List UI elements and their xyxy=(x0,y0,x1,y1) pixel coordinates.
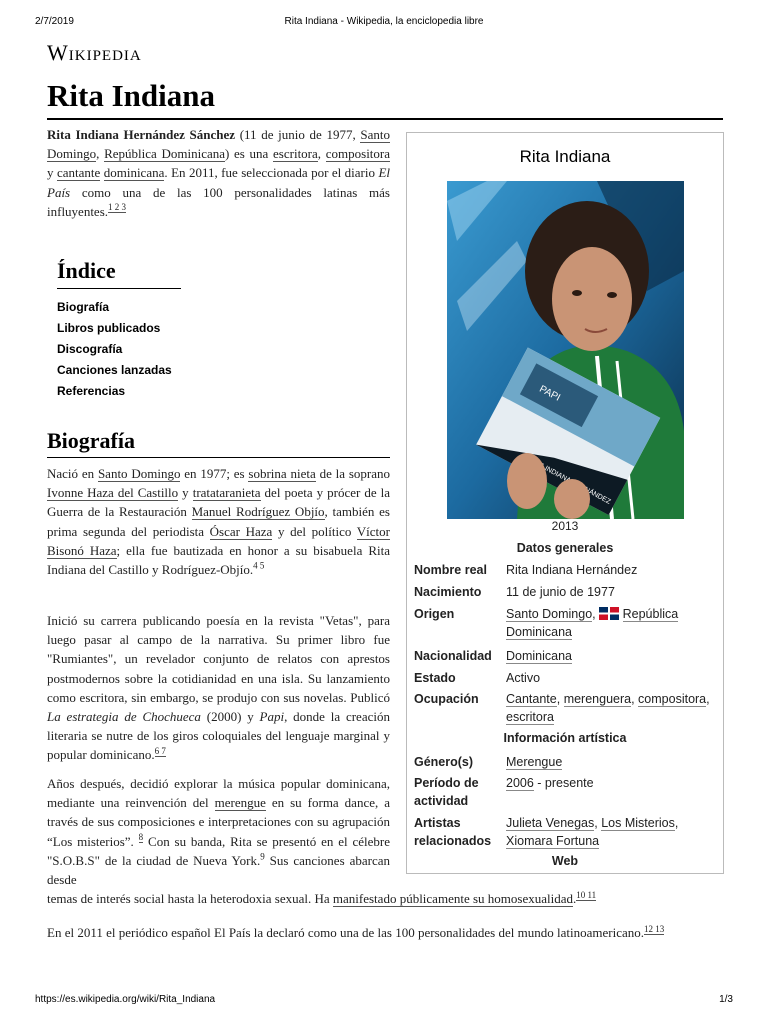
body-text: de la soprano xyxy=(315,466,390,481)
page-title: Rita Indiana xyxy=(47,78,215,113)
toc-item-biografia[interactable]: Biografía xyxy=(57,300,110,314)
book-cover-author: INDIANA HERNÁNDEZ xyxy=(543,465,612,506)
body-text: . xyxy=(572,891,577,906)
label-line: Período de xyxy=(414,776,479,790)
ref-link[interactable]: 1 2 3 xyxy=(108,202,127,213)
label-nacionalidad: Nacionalidad xyxy=(414,649,492,663)
link-victor-bisono[interactable]: Víctor Bisonó Haza xyxy=(47,523,390,558)
lead-text: y xyxy=(47,165,57,181)
section-heading-biografia: Biografía xyxy=(47,428,135,453)
link-compositora[interactable]: compositora xyxy=(325,146,391,162)
value-text: - presente xyxy=(533,776,594,790)
value-origen xyxy=(506,605,716,641)
ref-link[interactable]: 8 xyxy=(138,832,144,843)
value-estado: Activo xyxy=(506,671,541,685)
infobox-section-artistica: Información artística xyxy=(503,731,627,745)
biography-paragraph-3 xyxy=(47,774,390,889)
value-artistas: Julieta Venegas, Los Misterios, Xiomara Fortuna xyxy=(506,816,679,848)
wikipedia-wordmark[interactable]: Wikipedia xyxy=(47,40,142,65)
link-manuel-rodriguez[interactable]: Manuel Rodríguez Objío xyxy=(191,504,325,520)
body-text: y xyxy=(178,485,193,501)
lead-text: , xyxy=(317,146,326,162)
link-cantante[interactable]: cantante xyxy=(56,165,101,181)
value-ocupacion: Cantante, merenguera, compositora, escritora xyxy=(506,692,710,724)
body-text: , también es prima segunda del periodista xyxy=(47,504,390,539)
link-oscar-haza[interactable]: Óscar Haza xyxy=(209,523,273,539)
book-title: La estrategia de Chochueca xyxy=(47,709,201,725)
toc-item-canciones[interactable]: Canciones lanzadas xyxy=(57,363,172,377)
link-homosexualidad[interactable]: manifestado públicamente su homosexualidad xyxy=(332,891,573,906)
link-dominicana[interactable]: Dominicana xyxy=(506,649,573,663)
body-text: del poeta y prócer de la Guerra de la Restauración xyxy=(47,485,390,520)
book-cover-title: PAPI xyxy=(537,383,562,404)
link-julieta-venegas[interactable]: Julieta Venegas xyxy=(506,816,595,830)
link-santo-domingo[interactable]: Santo Domingo xyxy=(506,607,593,621)
lead-text: . En 2011, fue seleccionada por el diario xyxy=(164,165,379,181)
lead-text: , xyxy=(96,146,105,162)
lead-paragraph xyxy=(47,125,390,221)
lead-text: ) es una xyxy=(225,146,274,162)
body-text: , donde la creación literaria se nutre de los giros coloquiales del lenguaje marginal y popular dominicano. xyxy=(47,709,390,763)
body-text: Inició su carrera publicando poesía en la revista "Vetas", para luego pasar al campo de la narrativa. Su primer libro fue "Rumiantes", un revelador conjunto de relatos con aprestos postmodernos sobre la cotidianidad en una isla. Su lanzamiento como escritora, sin embargo, se produjo con sus novelas. Publicó xyxy=(47,613,390,705)
link-escritora[interactable]: escritora xyxy=(273,146,318,162)
lead-text: como una de las 100 personalidades latinas más influyentes. xyxy=(47,184,390,219)
label-line: actividad xyxy=(414,794,469,808)
label-nacimiento: Nacimiento xyxy=(414,585,482,599)
biography-paragraph-3-continued xyxy=(47,889,723,908)
link-santo-domingo[interactable]: Santo Domingo xyxy=(47,127,390,162)
separator: , xyxy=(592,607,596,621)
infobox-section-web: Web xyxy=(551,854,579,868)
toc-divider xyxy=(57,288,181,289)
link-ivonne-haza[interactable]: Ivonne Haza del Castillo xyxy=(47,485,179,501)
subject-name: Rita Indiana Hernández Sánchez xyxy=(47,127,236,142)
link-republica-dominicana[interactable]: República Dominicana xyxy=(104,146,226,162)
infobox xyxy=(406,132,724,874)
label-line: Artistas xyxy=(414,816,461,830)
ref-link[interactable]: 12 13 xyxy=(643,923,665,934)
label-periodo xyxy=(414,774,479,810)
print-date: 2/7/2019 xyxy=(35,16,74,27)
link-republica-dominicana[interactable]: República Dominicana xyxy=(506,607,679,639)
label-genero: Género(s) xyxy=(414,755,474,769)
biography-paragraph-1 xyxy=(47,464,390,579)
lead-text: (11 de junio de 1977, xyxy=(235,127,361,142)
link-los-misterios[interactable]: Los Misterios xyxy=(601,816,675,830)
value-periodo xyxy=(506,774,716,792)
ref-link[interactable]: 6 7 xyxy=(154,746,166,757)
toc-item-referencias[interactable]: Referencias xyxy=(57,384,126,398)
value-genero xyxy=(506,753,716,771)
biography-paragraph-2 xyxy=(47,611,390,765)
book-title: Papi xyxy=(259,709,285,725)
label-origen: Origen xyxy=(414,607,455,621)
link-merengue[interactable]: merengue xyxy=(214,795,266,811)
ref-link[interactable]: 4 5 xyxy=(253,560,265,571)
table-of-contents xyxy=(57,258,181,402)
link-dominicana[interactable]: dominicana xyxy=(103,165,165,181)
label-nombre-real: Nombre real xyxy=(414,563,487,577)
infobox-section-general: Datos generales xyxy=(516,541,614,555)
print-url: https://es.wikipedia.org/wiki/Rita_Indiana xyxy=(35,994,216,1005)
body-text: Con su banda, Rita se presentó en el célebre "S.O.B.S" de la ciudad de Nueva York. xyxy=(47,833,391,868)
ref-link[interactable]: 9 xyxy=(260,851,265,862)
label-estado: Estado xyxy=(414,671,456,685)
infobox-title: Rita Indiana xyxy=(519,147,611,166)
toc-heading: Índice xyxy=(57,258,116,283)
body-text: Nació en xyxy=(47,466,98,481)
link-tatarataranieta[interactable]: tratataranieta xyxy=(192,485,261,501)
label-line: relacionados xyxy=(414,834,492,848)
body-text: En el 2011 el periódico español El País la declaró como una de las 100 personalidades del mundo latinoamericano. xyxy=(47,925,644,940)
dominican-flag-icon xyxy=(599,607,619,620)
print-page-count: 1/3 xyxy=(719,994,733,1005)
body-text: y del político xyxy=(272,523,357,539)
value-nacimiento: 11 de junio de 1977 xyxy=(506,585,615,599)
label-ocupacion: Ocupación xyxy=(414,692,479,706)
biography-paragraph-4 xyxy=(47,923,723,942)
value-nombre-real: Rita Indiana Hernández xyxy=(506,563,638,577)
artist-photo[interactable] xyxy=(447,181,684,519)
section-divider xyxy=(47,457,390,458)
link-merenguera[interactable]: merenguera xyxy=(563,692,632,706)
body-text: temas de interés social hasta la heterodoxia sexual. Ha xyxy=(47,891,333,906)
body-text: ; ella fue bautizada en honor a su bisabuela Rita Indiana del Castillo y Rodríguez-Objío. xyxy=(47,542,390,578)
body-text: (2000) y xyxy=(200,709,260,725)
link-sobrina-nieta[interactable]: sobrina nieta xyxy=(248,466,316,481)
el-pais-title: El País xyxy=(47,165,391,200)
label-artistas xyxy=(414,814,491,850)
link-compositora[interactable]: compositora xyxy=(638,692,707,706)
link-xiomara-fortuna[interactable]: Xiomara Fortuna xyxy=(506,834,600,848)
photo-caption: 2013 xyxy=(551,519,579,533)
body-text: en su forma dance, a través de sus composiciones e interpretaciones con su agrupación “Los misterios”. xyxy=(47,795,390,849)
link-santo-domingo[interactable]: Santo Domingo xyxy=(97,466,181,481)
link-2006[interactable]: 2006 xyxy=(506,776,534,790)
title-divider xyxy=(47,118,723,120)
value-nacionalidad xyxy=(506,647,716,665)
print-page-title: Rita Indiana - Wikipedia, la enciclopedia libre xyxy=(284,16,484,27)
body-text: Sus canciones abarcan desde xyxy=(47,852,390,888)
body-text: en 1977; es xyxy=(180,466,249,481)
link-escritora[interactable]: escritora xyxy=(506,710,554,724)
toc-item-libros[interactable]: Libros publicados xyxy=(57,321,161,335)
toc-item-discografia[interactable]: Discografía xyxy=(57,342,123,356)
ref-link[interactable]: 10 11 xyxy=(576,889,597,900)
body-text: Años después, decidió explorar la música popular dominicana, mediante una reinvención del xyxy=(47,776,390,811)
link-merengue[interactable]: Merengue xyxy=(506,755,563,769)
link-cantante[interactable]: Cantante xyxy=(506,692,557,706)
